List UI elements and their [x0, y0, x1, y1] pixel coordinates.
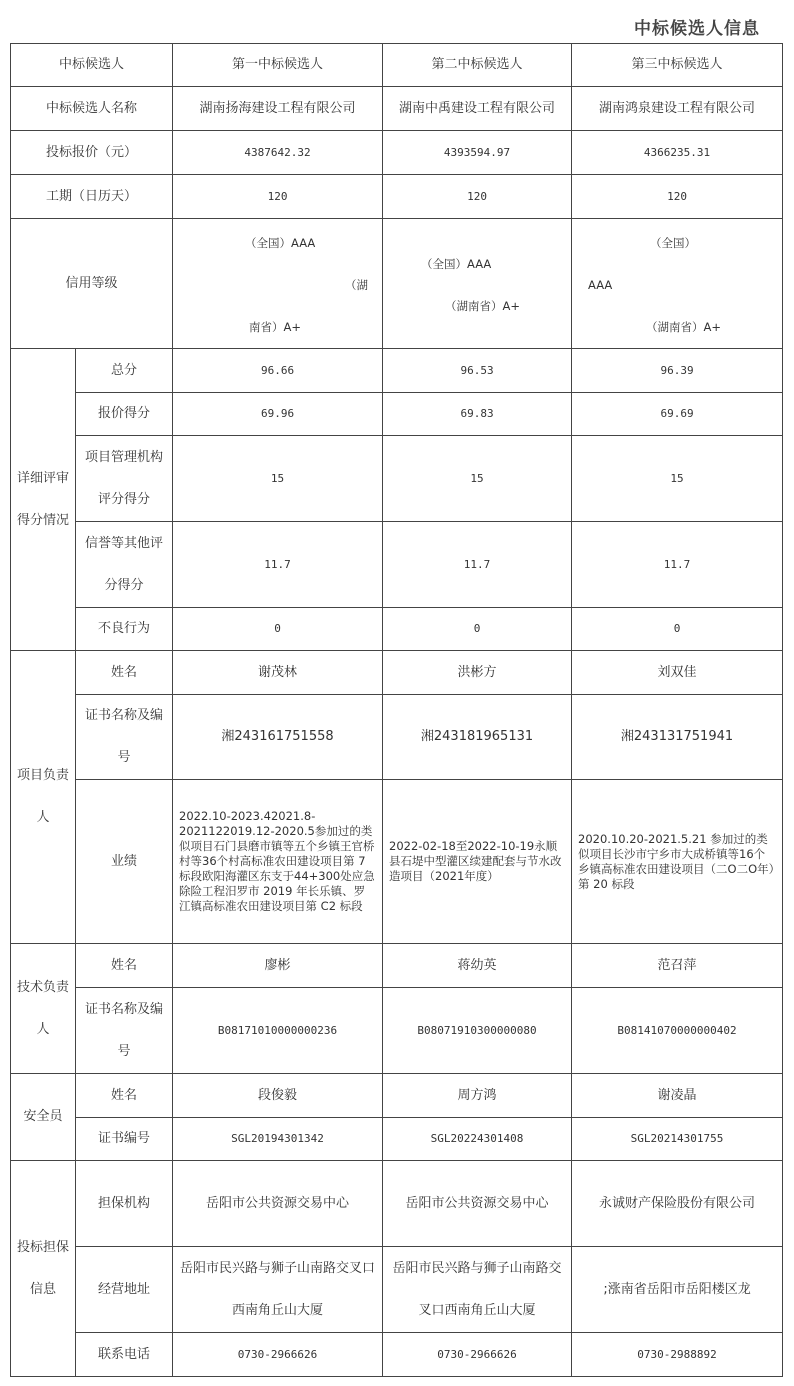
row-label: 姓名: [76, 944, 173, 988]
table-row: [11, 219, 783, 349]
row-label: 不良行为: [76, 608, 173, 651]
pm-cert: 湘243161751558: [173, 695, 383, 780]
group-label: 安全员: [11, 1074, 76, 1161]
safety-name: 段俊毅: [173, 1074, 383, 1118]
credit-line: （全国）AAA: [245, 236, 316, 250]
pm-performance: 2022.10-2023.42021.8-2021122019.12-2020.5参加过的类似项目石门县磨市镇等五个乡镇王官桥村等36个村高标准农田建设项目第 7标段欧阳海灌区东支于44+300处应急除险工程汨罗市 2019 年长乐镇、罗江镇高标准农田建设项目第 C2 标段: [173, 780, 383, 944]
period: 120: [572, 175, 783, 219]
credit-score: 11.7: [572, 522, 783, 608]
group-label: 详细评审得分情况: [11, 349, 76, 651]
candidate-name: 湖南扬海建设工程有限公司: [173, 87, 383, 131]
pm-cert: 湘243181965131: [383, 695, 572, 780]
total-score: 96.66: [173, 349, 383, 393]
bad-behavior: 0: [572, 608, 783, 651]
safety-name: 周方鸿: [383, 1074, 572, 1118]
row-label: 证书编号: [76, 1118, 173, 1161]
row-label: 业绩: [76, 780, 173, 944]
candidate-name: 湖南鸿泉建设工程有限公司: [572, 87, 783, 131]
row-label: 信用等级: [11, 219, 173, 349]
mgmt-score: 15: [173, 436, 383, 522]
mgmt-score: 15: [383, 436, 572, 522]
guarantee-address: 岳阳市民兴路与狮子山南路交叉口西南角丘山大厦: [383, 1247, 572, 1333]
header-cell: 中标候选人: [11, 44, 173, 87]
candidate-name: 湖南中禹建设工程有限公司: [383, 87, 572, 131]
table-row: [11, 1333, 783, 1377]
credit-line: （湖南省）A+: [445, 299, 521, 313]
page-title: 中标候选人信息: [634, 19, 760, 39]
tech-name: 范召萍: [572, 944, 783, 988]
credit-line: （全国）AAA: [421, 257, 492, 271]
row-label: 工期（日历天）: [11, 175, 173, 219]
table-row: [11, 175, 783, 219]
table-row: [11, 1247, 783, 1333]
row-label: 担保机构: [76, 1161, 173, 1247]
table-row: [11, 44, 783, 87]
row-label: 报价得分: [76, 393, 173, 436]
total-score: 96.53: [383, 349, 572, 393]
pm-performance: 2022-02-18至2022-10-19永顺县石堤中型灌区续建配套与节水改造项目（2021年度）: [383, 780, 572, 944]
row-label: 中标候选人名称: [11, 87, 173, 131]
table-row: [11, 988, 783, 1074]
tech-name: 廖彬: [173, 944, 383, 988]
tech-cert: B08071910300000080: [383, 988, 572, 1074]
tech-name: 蒋幼英: [383, 944, 572, 988]
credit-score: 11.7: [383, 522, 572, 608]
price-score: 69.83: [383, 393, 572, 436]
price-score: 69.69: [572, 393, 783, 436]
group-label: 项目负责人: [11, 651, 76, 944]
pm-name: 洪彬方: [383, 651, 572, 695]
credit-line: 南省）A+: [249, 320, 302, 334]
bid-price: 4387642.32: [173, 131, 383, 175]
bid-price: 4366235.31: [572, 131, 783, 175]
table-row: [11, 131, 783, 175]
safety-cert: SGL20214301755: [572, 1118, 783, 1161]
pm-name: 谢茂林: [173, 651, 383, 695]
bad-behavior: 0: [383, 608, 572, 651]
table-row: [11, 944, 783, 988]
row-label: 总分: [76, 349, 173, 393]
credit-rating: [572, 219, 783, 349]
header-cell: 第一中标候选人: [173, 44, 383, 87]
table-row: [11, 436, 783, 522]
pm-cert: 湘243131751941: [572, 695, 783, 780]
row-label: 姓名: [76, 651, 173, 695]
bid-candidates-table: [10, 43, 783, 1377]
period: 120: [383, 175, 572, 219]
safety-cert: SGL20194301342: [173, 1118, 383, 1161]
guarantee-phone: 0730-2966626: [173, 1333, 383, 1377]
guarantee-phone: 0730-2966626: [383, 1333, 572, 1377]
guarantee-org: 永诚财产保险股份有限公司: [572, 1161, 783, 1247]
period: 120: [173, 175, 383, 219]
bid-price: 4393594.97: [383, 131, 572, 175]
total-score: 96.39: [572, 349, 783, 393]
tech-cert: B08141070000000402: [572, 988, 783, 1074]
table-row: [11, 695, 783, 780]
table-row: [11, 522, 783, 608]
row-label: 项目管理机构评分得分: [76, 436, 173, 522]
row-label: 投标报价（元）: [11, 131, 173, 175]
group-label: 投标担保信息: [11, 1161, 76, 1377]
credit-line: （湖: [345, 278, 369, 292]
pm-name: 刘双佳: [572, 651, 783, 695]
credit-rating: [173, 219, 383, 349]
guarantee-org: 岳阳市公共资源交易中心: [173, 1161, 383, 1247]
mgmt-score: 15: [572, 436, 783, 522]
table-row: [11, 1074, 783, 1118]
table-row: [11, 608, 783, 651]
credit-score: 11.7: [173, 522, 383, 608]
tech-cert: B08171010000000236: [173, 988, 383, 1074]
table-row: [11, 780, 783, 944]
guarantee-phone: 0730-2988892: [572, 1333, 783, 1377]
guarantee-address: ;涨南省岳阳市岳阳楼区龙: [572, 1247, 783, 1333]
credit-rating: [383, 219, 572, 349]
bad-behavior: 0: [173, 608, 383, 651]
price-score: 69.96: [173, 393, 383, 436]
table-row: [11, 651, 783, 695]
table-row: [11, 1161, 783, 1247]
row-label: 证书名称及编号: [76, 988, 173, 1074]
guarantee-address: 岳阳市民兴路与狮子山南路交叉口西南角丘山大厦: [173, 1247, 383, 1333]
table-row: [11, 87, 783, 131]
guarantee-org: 岳阳市公共资源交易中心: [383, 1161, 572, 1247]
row-label: 证书名称及编号: [76, 695, 173, 780]
credit-line: （湖南省）A+: [646, 320, 722, 334]
row-label: 信誉等其他评分得分: [76, 522, 173, 608]
group-label: 技术负责人: [11, 944, 76, 1074]
pm-performance: 2020.10.20-2021.5.21 参加过的类似项目长沙市宁乡市大成桥镇等16个乡镇高标准农田建设项目（二O二O年）第 20 标段: [572, 780, 783, 944]
header-cell: 第二中标候选人: [383, 44, 572, 87]
table-row: [11, 1118, 783, 1161]
safety-name: 谢凌晶: [572, 1074, 783, 1118]
credit-line: （全国）: [650, 236, 697, 250]
safety-cert: SGL20224301408: [383, 1118, 572, 1161]
credit-line: AAA: [588, 278, 613, 292]
row-label: 经营地址: [76, 1247, 173, 1333]
table-row: [11, 393, 783, 436]
header-cell: 第三中标候选人: [572, 44, 783, 87]
row-label: 联系电话: [76, 1333, 173, 1377]
table-row: [11, 349, 783, 393]
row-label: 姓名: [76, 1074, 173, 1118]
